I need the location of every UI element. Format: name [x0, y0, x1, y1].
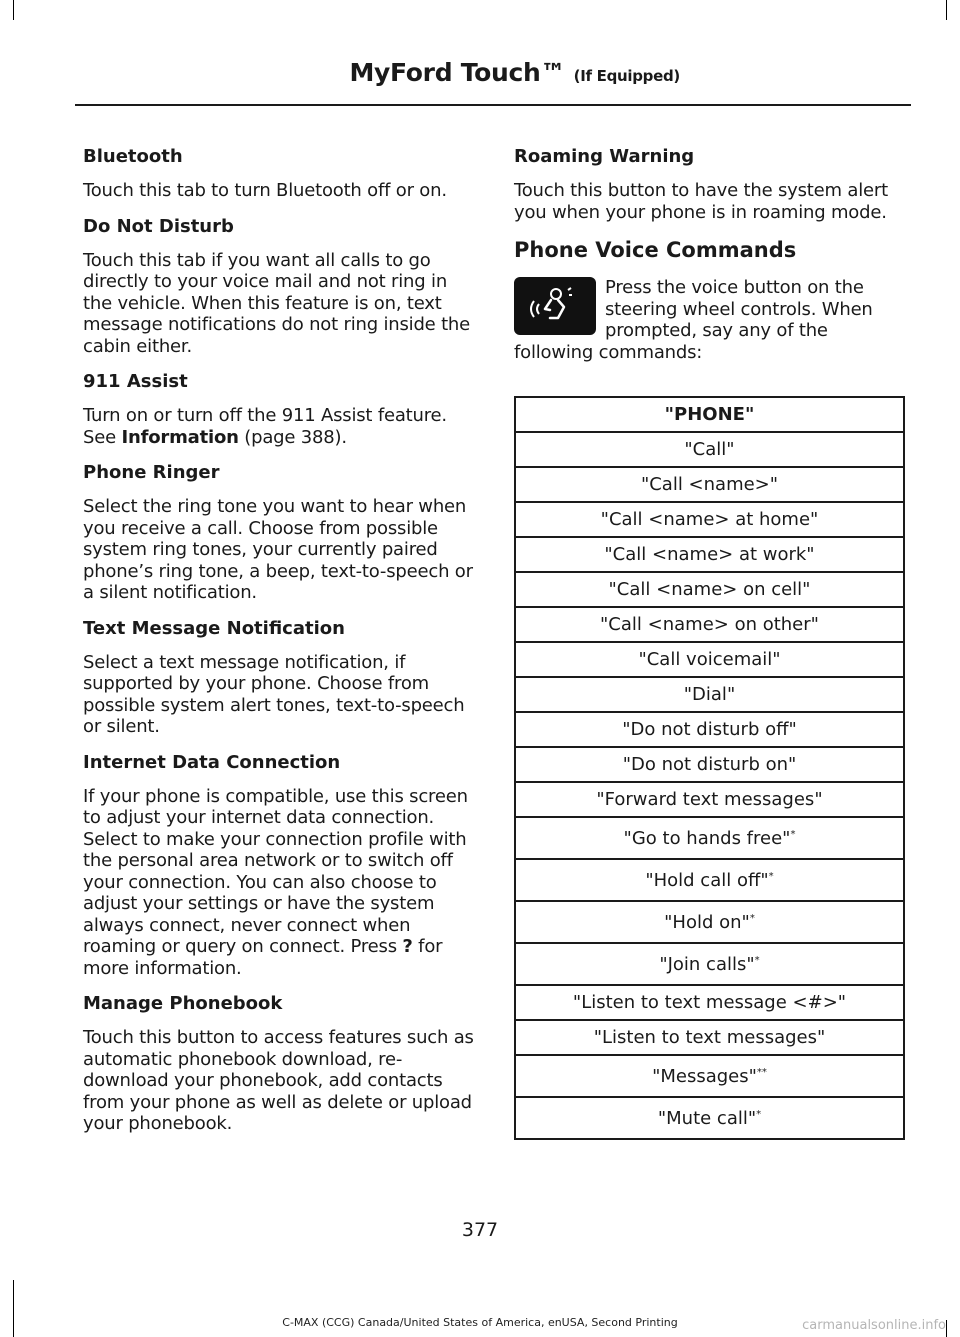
page-number: 377 — [461, 1219, 499, 1241]
table-row — [515, 782, 904, 817]
table-row — [515, 859, 904, 901]
table-row — [515, 607, 904, 642]
section-heading: Do Not Disturb — [83, 215, 234, 237]
voice-instruction-text: Press the voice button on the steering wheel controls. When prompted, say any of the following commands: — [514, 277, 873, 363]
table-row — [515, 747, 904, 782]
footnote-mark: ** — [756, 1066, 767, 1078]
page-title — [349, 58, 680, 87]
table-row — [515, 677, 904, 712]
left-column — [83, 146, 475, 1149]
cross-reference-link[interactable]: Information — [121, 426, 239, 448]
section-heading-large: Phone Voice Commands — [514, 238, 797, 262]
footnote-mark: * — [754, 954, 760, 966]
command-cell: "Listen to text message <#>" — [515, 985, 904, 1020]
command-cell: "Forward text messages" — [515, 782, 904, 817]
table-row — [515, 467, 904, 502]
section-body: Touch this button to have the system alert you when your phone is in roaming mode. — [514, 180, 888, 223]
command-cell: "Hold call off"* — [515, 859, 904, 901]
section-body: Select the ring tone you want to hear when you receive a call. Choose from possible system ring tones, your currently paired phone’s ring tone, a beep, text-to-speech or a silent notification. — [83, 496, 473, 603]
command-cell: "Dial" — [515, 677, 904, 712]
command-cell: "Call <name>" — [515, 467, 904, 502]
command-cell: "Hold on"* — [515, 901, 904, 943]
section-heading: Manage Phonebook — [83, 993, 283, 1014]
table-header: "PHONE" — [515, 397, 904, 432]
command-cell: "Mute call"* — [515, 1097, 904, 1139]
footer-text: C-MAX (CCG) Canada/United States of America, enUSA, Second Printing — [282, 1316, 678, 1329]
section-heading: Text Message Notification — [83, 617, 345, 639]
command-cell: "Call voicemail" — [515, 642, 904, 677]
table-row — [515, 432, 904, 467]
command-cell: "Do not disturb on" — [515, 747, 904, 782]
right-column — [514, 146, 906, 385]
help-symbol: ? — [402, 936, 413, 957]
section-body: If your phone is compatible, use this screen to adjust your internet data connection. Select to make your connection profile with the personal area network or to switch off your connection. You can also choose to adjust your settings or have the system always connect, never connect when roaming or query on connect. Press ? for more information. — [83, 785, 468, 979]
voice-instruction — [514, 277, 906, 363]
command-cell: "Go to hands free"* — [515, 817, 904, 859]
command-cell: "Call <name> at home" — [515, 502, 904, 537]
section-body: Touch this button to access features such as automatic phonebook download, re-download your phonebook, add contacts from your phone as well as delete or upload your phonebook. — [83, 1027, 474, 1134]
section-heading: Phone Ringer — [83, 462, 220, 483]
section-heading: Roaming Warning — [514, 146, 695, 167]
section-body: Touch this tab to turn Bluetooth off or on. — [83, 180, 447, 201]
command-cell: "Listen to text messages" — [515, 1020, 904, 1055]
footnote-mark: * — [790, 828, 796, 840]
table-row — [515, 1055, 904, 1097]
command-cell: "Call <name> at work" — [515, 537, 904, 572]
command-cell: "Join calls"* — [515, 943, 904, 985]
table-row — [515, 642, 904, 677]
table-row — [515, 943, 904, 985]
section-heading: 911 Assist — [83, 371, 188, 392]
table-row — [515, 817, 904, 859]
crop-mark — [946, 0, 947, 20]
section-body: Touch this tab if you want all calls to go directly to your voice mail and not ring in the vehicle. When this feature is on, text message notifications do not ring inside the cabin either. — [83, 249, 471, 357]
section-heading: Internet Data Connection — [83, 751, 341, 773]
table-row — [515, 572, 904, 607]
table-row — [515, 537, 904, 572]
command-cell: "Do not disturb off" — [515, 712, 904, 747]
header-rule — [75, 104, 911, 106]
table-row — [515, 712, 904, 747]
command-cell: "Call <name> on cell" — [515, 572, 904, 607]
table-row — [515, 901, 904, 943]
watermark: carmanualsonline.info — [802, 1318, 946, 1333]
section-heading: Bluetooth — [83, 146, 183, 167]
table-row — [515, 1097, 904, 1139]
table-row — [515, 1020, 904, 1055]
footnote-mark: * — [768, 870, 774, 882]
page-title-text: MyFord Touch™ — [349, 58, 566, 87]
command-cell: "Call <name> on other" — [515, 607, 904, 642]
footnote-mark: * — [749, 912, 755, 924]
footnote-mark: * — [756, 1108, 762, 1120]
command-cell: "Call" — [515, 432, 904, 467]
section-body: Turn on or turn off the 911 Assist feature. See Information (page 388). — [83, 405, 447, 448]
table-row — [515, 502, 904, 537]
phone-commands-table — [514, 396, 905, 1140]
table-row — [515, 985, 904, 1020]
section-body: Select a text message notification, if supported by your phone. Choose from possible system alert tones, text-to-speech or silent. — [83, 651, 465, 737]
voice-command-icon — [514, 277, 596, 335]
command-cell: "Messages"** — [515, 1055, 904, 1097]
crop-mark — [13, 0, 14, 20]
page-title-subtitle: (If Equipped) — [573, 67, 680, 85]
